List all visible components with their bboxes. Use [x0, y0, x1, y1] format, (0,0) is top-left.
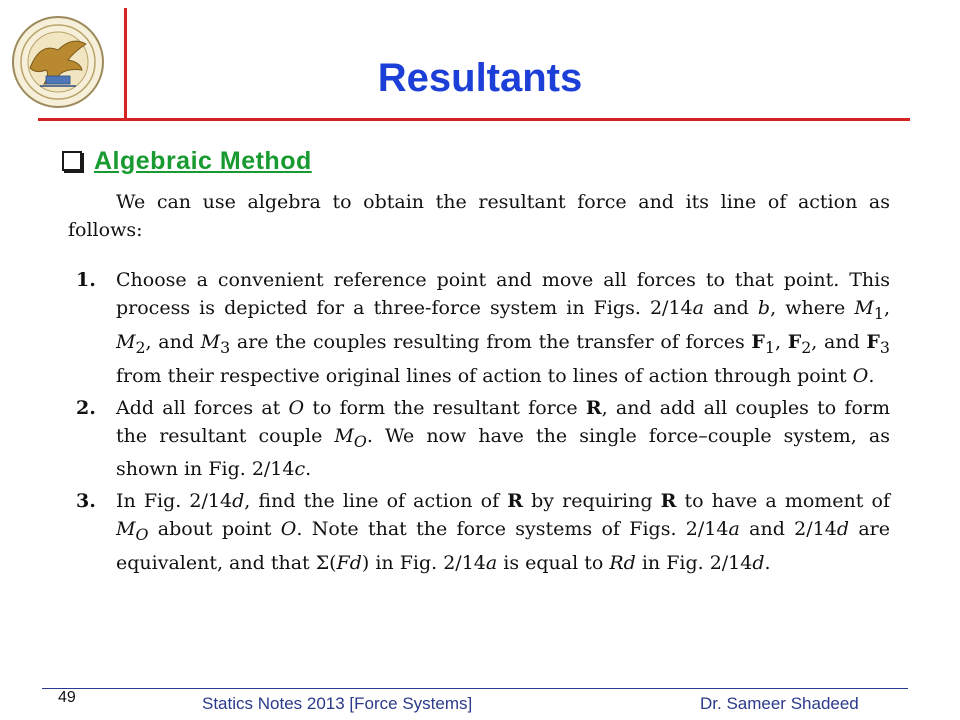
footer-author: Dr. Sameer Shadeed	[700, 694, 859, 713]
title-vertical-rule	[124, 8, 127, 120]
list-item-number: 1.	[76, 269, 96, 291]
university-seal-icon	[10, 14, 106, 110]
footer-course-title: Statics Notes 2013 [Force Systems]	[202, 694, 473, 713]
list-item-number: 3.	[76, 490, 96, 513]
title-horizontal-rule	[38, 118, 910, 121]
list-item-text: Choose a convenient reference point and move all forces to that point. This process is depicted for a three-force system in Figs. 2/14a and b, where $M_1$, $M_2$, and $M_3$ are the couples resulting from the transfer of forces $F_1$, $F_2$, and $F_3$ from their respective original lines of action to lines of action through point O.	[116, 269, 890, 387]
list-item	[68, 266, 890, 390]
list-item-text: Add all forces at O to form the resultant force R, and add all couples to form the resultant couple $M_O$. We now have the single force–couple system, as shown in Fig. 2/14c.	[116, 396, 890, 481]
subtitle-row	[62, 144, 312, 178]
slide-title: Resultants	[377, 56, 583, 100]
list-item-number: 2.	[76, 396, 96, 419]
page-number: 49	[58, 689, 76, 706]
list-item-text: In Fig. 2/14d, find the line of action of R by requiring R to have a moment of $M_O$ about point O. Note that the force systems of Figs. 2/14a and 2/14d are equivalent, and that Σ(Fd) in Fig. 2/14a is equal to Rd in Fig. 2/14d.	[116, 490, 891, 575]
slide-subtitle: Algebraic Method	[94, 146, 312, 175]
list-item	[68, 487, 890, 577]
footer-rule	[42, 688, 908, 689]
list-item	[68, 394, 890, 484]
intro-paragraph: We can use algebra to obtain the resultant force and its line of action as follows:	[68, 191, 890, 241]
slide-body	[68, 188, 890, 577]
hollow-square-bullet-icon	[62, 151, 82, 171]
